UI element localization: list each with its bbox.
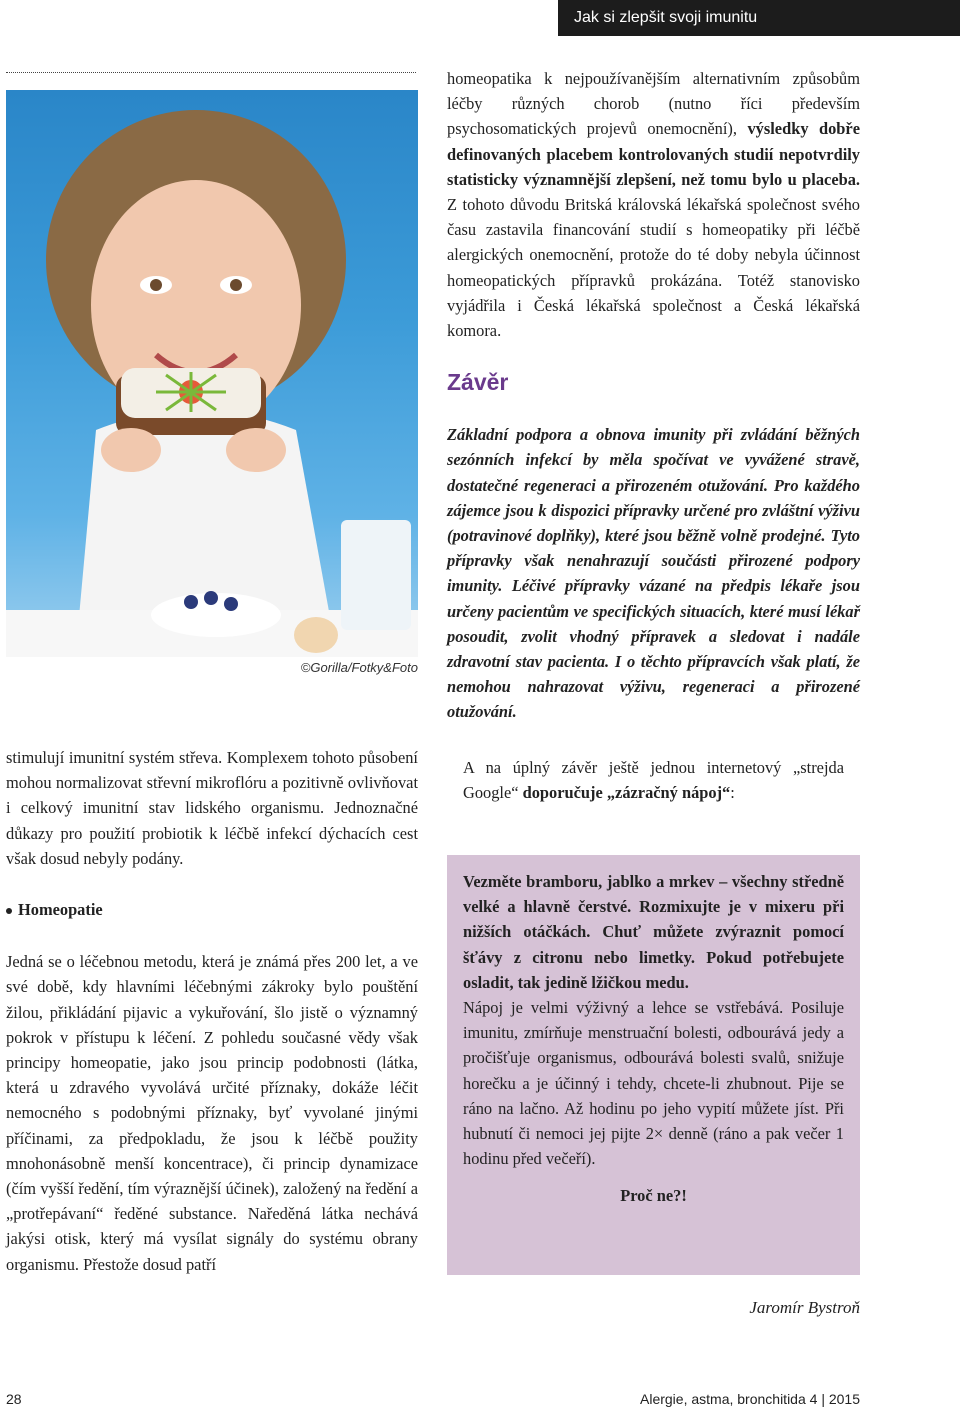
homeopatika-paragraph [447,66,860,343]
magazine-issue: Alergie, astma, bronchitida 4 | 2015 [640,1391,860,1407]
internet-text-bold: doporučuje „zázračný nápoj“ [522,782,731,802]
homeopatie-paragraph: Jedná se o léčebnou metodu, která je známá přes 200 let, a ve své době, kdy hlavními léčebnými zákroky bylo pouštění žilou, přikládání pijavic a vykuřování, šlo jistě o významný pokrok v přístupu k léčení. Z pohledu současné vědy však principy homeopatie, jako jsou princip podobnosti (látka, která u zdravého vyvolává určité příznaky, dokáže léčit nemocného s podobnými příznaky, byť vyvolané jinými příčinami, za předpokladu, že jsou k léčbě použity mnohonásobně menší koncentrace), či princip dynamizace (čím vyšší ředění, tím výraznější účinek), založený na ředění a „protřepávaní“ ředěné substance. Naředěná látka nechává jakýsi otisk, který má vysílat signály do systému obrany organismu. Přestože dosud patří [6,952,418,1274]
section-header-title: Jak si zlepšit svoji imunitu [574,9,758,26]
girl-with-bread-illustration [6,90,418,657]
dotted-divider [6,72,416,73]
page-number: 28 [6,1391,22,1407]
right-column [447,66,860,805]
probiotics-paragraph: stimulují imunitní systém střeva. Komplexem tohoto působení mohou normalizovat střevní mikroflóru a pozitivně ovlivňovat i celkový imunitní stav lidského organismu. Jednoznačné důkazy pro použití probiotik k léčbě infekcí dýchacích cest však dosud nebyly podány. [6,748,418,868]
internet-text-end: : [730,782,735,802]
internet-tip-paragraph [463,755,844,805]
recipe-box [447,855,860,1275]
recipe-instructions: Vezměte bramboru, jablko a mrkev – všechny středně velké a hlavně čerstvé. Rozmixujte je v mixeru při nižších otáčkách. Chuť můžete zvýraznit pomocí šťávy z citronu nebo limetky. Pokud potřebujete osladit, tak jedině lžičkou medu. [463,872,844,992]
homeopatika-text-bold: výsledky dobře definovaných placebem kontrolovaných studií nepotvrdily statisticky významnější zlepšení, než tomu bylo u placeba. [447,119,860,189]
internet-text-start: A na úplný závěr ještě jednou internetový „strejda Google“ [463,757,844,802]
conclusion-paragraph: Základní podpora a obnova imunity při zvládání běžných sezónních infekcí by měla spočívat ve vyvážené stravě, dostatečné regeneraci a přirozeném otužování. Pro každého zájemce jsou k dispozici přípravky určené pro zvláštní výživu (potravinové doplňky), které jsou běžně volně prodejné. Tyto přípravky však nenahrazují součásti přirozené podpory imunity. Léčivé přípravky vázané na předpis lékaře jsou určeny pacientům ve specifických situacích, které musí lékař posoudit, zvolit vhodný přípravek a sledovat i nadále zdravotní stav pacienta. I o těchto přípravcích však platí, že nemohou nahrazovat výživu, regeneraci a přirozené otužování. [447,425,860,722]
recipe-closing: Proč ne?! [620,1186,687,1206]
recipe-benefits: Nápoj je velmi výživný a lehce se vstřebává. Posiluje imunitu, zmírňuje menstruační bolesti, odbourává jedy a pročišťuje organismus, odbourává bolesti svalů, snižuje horečku a je účinný i tehdy, chcete-li zhubnout. Pije se ráno na lačno. Až hodinu po jeho vypití můžete jíst. Při hubnutí či nemoci jej pijte 2× denně (ráno a pak večer 1 hodinu před večeří). [463,998,844,1169]
homeopatika-text-end: Z tohoto důvodu Britská královská lékařská společnost svého času zastavila financování studií s homeopatiky při léčbě alergických onemocnění, protože do té doby nebyla účinnost homeopatických přípravků prokázána. Totéž stanovisko vyjádřila i Česká lékařská společnost a Česká lékařská komora. [447,195,860,341]
homeopatie-heading-label: Homeopatie [18,900,103,920]
section-header-tab [558,0,960,36]
homeopatie-heading [6,897,418,922]
section-title-zaver: Závěr [447,369,509,396]
left-column [6,745,418,1277]
homeopatika-text-start: homeopatika k nejpoužívanějším alternativním způsobům léčby různých chorob (nutno říci především psychosomatických projevů onemocnění), [447,69,860,139]
photo-credit: ©Gorilla/Fotky&Foto [300,660,418,675]
author-name: Jaromír Bystroň [749,1298,860,1317]
bullet-icon [6,908,12,914]
article-photo [6,90,418,657]
